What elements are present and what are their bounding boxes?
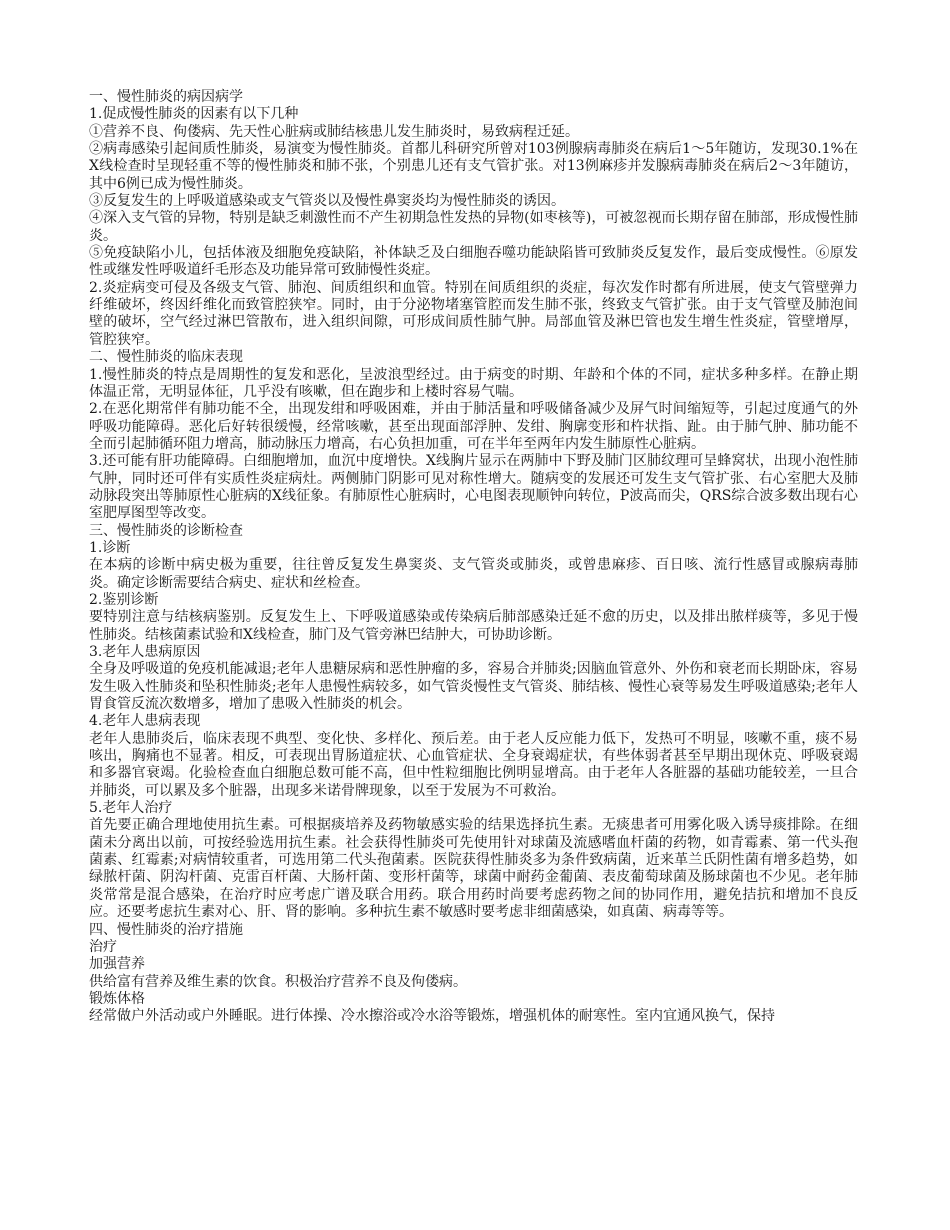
section-heading-etiology: 一、慢性肺炎的病因病学 (89, 89, 243, 105)
subheading-differential: 2.鉴别诊断 (89, 591, 159, 608)
paragraph-factor-1: ①营养不良、佝偻病、先天性心脏病或肺结核患儿发生肺炎时，易致病程迁延。 (89, 123, 579, 140)
paragraph-clinical-2: 2.在恶化期常伴有肺功能不全，出现发绀和呼吸困难，并由于肺活量和呼吸储备减少及屏气时间缩短等，引起过度通气的外呼吸功能障碍。恶化后好转很缓慢，经常咳嗽，甚至出现面部浮肿、发绀、胸廓变形和杵状指、趾。由于肺气肿、肺功能不全而引起肺循环阻力增高，肺动脉压力增高，右心负担加重，可在半年至两年内发生肺原性心脏病。 (89, 401, 858, 452)
paragraph-nutrition: 供给富有营养及维生素的饮食。积极治疗营养不良及佝偻病。 (89, 973, 467, 990)
paragraph-elderly-treatment: 首先要正确合理地使用抗生素。可根据痰培养及药物敏感实验的结果选择抗生素。无痰患者可用雾化吸入诱导痰排除。在细菌未分离出以前，可按经验选用抗生素。社会获得性肺炎可先使用针对球菌及流感嗜血杆菌的药物，如青霉素、第一代头孢菌素、红霉素;对病情较重者，可选用第二代头孢菌素。医院获得性肺炎多为条件致病菌，近来革兰氏阴性菌有增多趋势，如绿脓杆菌、阴沟杆菌、克雷百杆菌、大肠杆菌、变形杆菌等，球菌中耐药金葡菌、表皮葡萄球菌及肠球菌也不少见。老年肺炎常常是混合感染，在治疗时应考虑广谱及联合用药。联合用药时尚要考虑药物之间的协同作用，避免拮抗和增加不良反应。还要考虑抗生素对心、肝、肾的影响。多种抗生素不敏感时要考虑非细菌感染，如真菌、病毒等等。 (89, 817, 858, 921)
paragraph-clinical-1: 1.慢性肺炎的特点是周期性的复发和恶化，呈波浪型经过。由于病变的时期、年龄和个体的不同，症状多种多样。在静止期体温正常，无明显体征，几乎没有咳嗽，但在跑步和上楼时容易气喘。 (89, 366, 858, 400)
subheading-nutrition: 加强营养 (89, 956, 145, 973)
paragraph-clinical-3: 3.还可能有肝功能障碍。白细胞增加，血沉中度增快。X线胸片显示在两肺中下野及肺门区肺纹理可呈蜂窝状，出现小泡性肺气肿，同时还可伴有实质性炎症病灶。两侧肺门阴影可见对称性增大。随病变的发展还可发生支气管扩张、右心室肥大及肺动脉段突出等肺原性心脏病的X线征象。有肺原性心脏病时，心电图表现顺钟向转位，P波高而尖，QRS综合波多数出现右心室肥厚图型等改变。 (89, 453, 858, 522)
paragraph-diagnosis: 在本病的诊断中病史极为重要，往往曾反复发生鼻窦炎、支气管炎或肺炎，或曾患麻疹、百日咳、流行性感冒或腺病毒肺炎。确定诊断需要结合病史、症状和丝检查。 (89, 557, 858, 591)
section-heading-diagnosis: 三、慢性肺炎的诊断检查 (89, 522, 243, 539)
subheading-treatment: 治疗 (89, 938, 117, 955)
subheading-elderly-treatment: 5.老年人治疗 (89, 800, 173, 817)
paragraph-exercise: 经常做户外活动或户外睡眠。进行体操、冷水擦浴或冷水浴等锻炼，增强机体的耐寒性。室内宜通风换气，保持 (89, 1008, 775, 1025)
paragraph-factor-3: ③反复发生的上呼吸道感染或支气管炎以及慢性鼻窦炎均为慢性肺炎的诱因。 (89, 193, 565, 210)
paragraph-factor-4: ④深入支气管的异物，特别是缺乏刺激性而不产生初期急性发热的异物(如枣核等)，可被忽视而长期存留在肺部，形成慢性肺炎。 (89, 210, 858, 244)
paragraph-differential: 要特别注意与结核病鉴别。反复发生上、下呼吸道感染或传染病后肺部感染迁延不愈的历史，以及排出脓样痰等，多见于慢性肺炎。结核菌素试验和X线检查，肺门及气管旁淋巴结肿大，可协助诊断。 (89, 609, 858, 643)
subheading-diagnosis: 1.诊断 (89, 539, 131, 556)
subheading-factors: 1.促成慢性肺炎的因素有以下几种 (89, 106, 299, 123)
subheading-exercise: 锻炼体格 (89, 990, 145, 1007)
paragraph-elderly-symptoms: 老年人患肺炎后，临床表现不典型、变化快、多样化、预后差。由于老人反应能力低下，发热可不明显，咳嗽不重，痰不易咳出，胸痛也不显著。相反，可表现出胃肠道症状、心血管症状、全身衰竭症状，有些体弱者甚至早期出现休克、呼吸衰竭和多器官衰竭。化验检查血白细胞总数可能不高，但中性粒细胞比例明显增高。由于老年人各脏器的基础功能较差，一旦合并肺炎，可以累及多个脏器，出现多米诺骨牌现象，以至于发展为不可救治。 (89, 730, 858, 799)
section-heading-clinical: 二、慢性肺炎的临床表现 (89, 349, 243, 366)
subheading-elderly-symptoms: 4.老年人患病表现 (89, 713, 201, 730)
section-heading-treatment: 四、慢性肺炎的治疗措施 (89, 921, 243, 938)
paragraph-factor-2: ②病毒感染引起间质性肺炎，易演变为慢性肺炎。首都儿科研究所曾对103例腺病毒肺炎在病后1～5年随访，发现30.1%在X线检查时呈现轻重不等的慢性肺炎和肺不张，个别患儿还有支气管扩张。对13例麻疹并发腺病毒肺炎在病后2～3年随访，其中6例已成为慢性肺炎。 (89, 141, 858, 192)
paragraph-pathology: 2.炎症病变可侵及各级支气管、肺泡、间质组织和血管。特别在间质组织的炎症，每次发作时都有所进展，使支气管壁弹力纤维破坏，终因纤维化而致管腔狭窄。同时，由于分泌物堵塞管腔而发生肺不张，终致支气管扩张。由于支气管壁及肺泡间壁的破坏，空气经过淋巴管散布，进入组织间隙，可形成间质性肺气肿。局部血管及淋巴管也发生增生性炎症，管壁增厚，管腔狭窄。 (89, 279, 858, 348)
paragraph-elderly-causes: 全身及呼吸道的免疫机能减退;老年人患糖尿病和恶性肿瘤的多，容易合并肺炎;因脑血管意外、外伤和衰老而长期卧床，容易发生吸入性肺炎和坠积性肺炎;老年人患慢性病较多，如气管炎慢性支气管炎、肺结核、慢性心衰等易发生呼吸道感染;老年人胃食管反流次数增多，增加了患吸入性肺炎的机会。 (89, 661, 858, 713)
subheading-elderly-causes: 3.老年人患病原因 (89, 644, 201, 660)
paragraph-factor-5-6: ⑤免疫缺陷小儿，包括体液及细胞免疫缺陷，补体缺乏及白细胞吞噬功能缺陷皆可致肺炎反复发作，最后变成慢性。⑥原发性或继发性呼吸道纤毛形态及功能异常可致肺慢性炎症。 (89, 245, 858, 279)
